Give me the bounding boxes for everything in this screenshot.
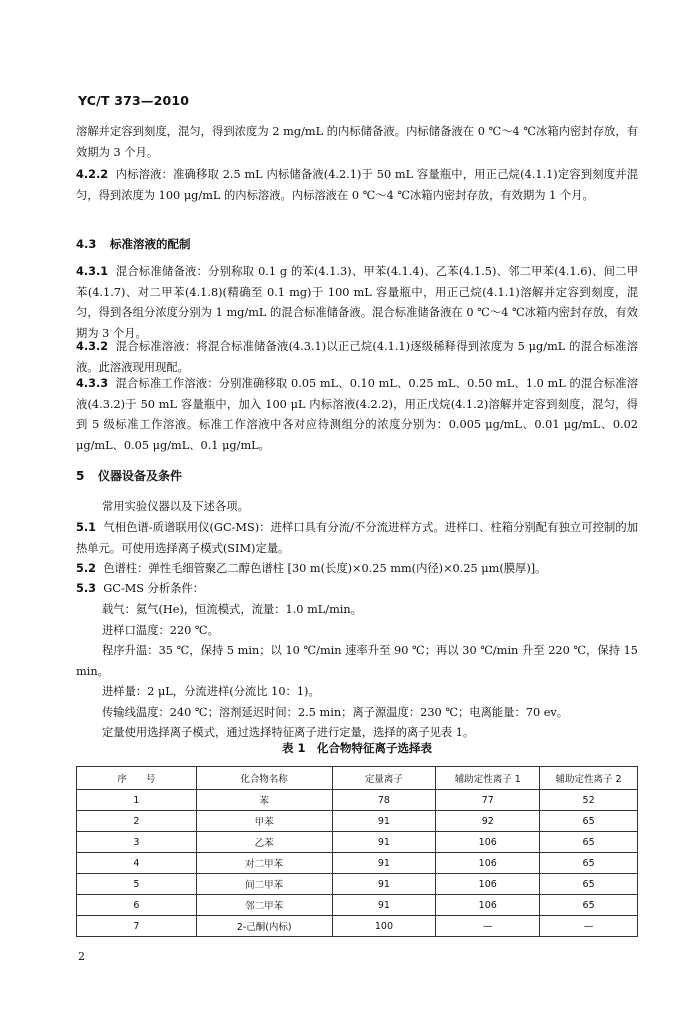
cell-qual-ion-2: 65	[540, 832, 638, 853]
cell-compound: 乙苯	[196, 832, 332, 853]
clause-text: 混合标准工作溶液：分别准确移取 0.05 mL、0.10 mL、0.25 mL、0.50 mL、1.0 mL 的混合标准溶液(4.3.2)于 50 mL 容量瓶中，加入 100 μL 内标溶液(4.2.2)，用正戊烷(4.1.2)溶解并定容到刻度，混匀，得到 5 级标准工作溶液。标准工作溶液中各对应待测组分的浓度分别为：0.005 μg/mL、0.01 μg/mL、0.02 μg/mL、0.05 μg/mL、0.1 μg/mL。	[76, 377, 638, 452]
cell-qual-ion-2: 65	[540, 853, 638, 874]
clause-text: GC-MS 分析条件：	[103, 582, 205, 595]
table-row	[77, 853, 638, 874]
cell-compound: 间二甲苯	[196, 874, 332, 895]
cell-qual-ion-2: 65	[540, 811, 638, 832]
section-number: 5	[76, 469, 85, 483]
cell-quant-ion: 91	[332, 895, 436, 916]
clause-number: 4.3.3	[76, 377, 109, 390]
clause-text: 色谱柱：弹性毛细管聚乙二醇色谱柱 [30 m(长度)×0.25 mm(内径)×0.25 μm(膜厚)]。	[103, 562, 547, 575]
table-row	[77, 874, 638, 895]
cell-qual-ion-1: —	[436, 916, 540, 937]
clause-5-2	[76, 559, 638, 580]
cell-qual-ion-2: 65	[540, 874, 638, 895]
section-number: 4.3	[76, 237, 97, 251]
clause-number: 5.3	[76, 582, 97, 595]
cell-quant-ion: 91	[332, 832, 436, 853]
cell-index: 5	[77, 874, 197, 895]
header-index: 序 号	[77, 767, 197, 790]
cell-compound: 对二甲苯	[196, 853, 332, 874]
clause-number: 5.2	[76, 562, 97, 575]
table-row	[77, 895, 638, 916]
table-title: 表 1 化合物特征离子选择表	[281, 741, 432, 755]
clause-4-2-2	[76, 165, 638, 206]
gc-ms-conditions	[76, 600, 638, 744]
cell-compound: 甲苯	[196, 811, 332, 832]
cell-qual-ion-1: 106	[436, 895, 540, 916]
clause-number: 5.1	[76, 521, 97, 534]
clause-text: 混合标准溶液：将混合标准储备液(4.3.1)以正己烷(4.1.1)逐级稀释得到浓度为 5 μg/mL 的混合标准溶液。此溶液现用现配。	[76, 340, 638, 374]
section-4-3-heading	[76, 236, 191, 252]
condition-quantitation: 定量使用选择离子模式，通过选择特征离子进行定量，选择的离子见表 1。	[102, 726, 475, 739]
clause-4-3-1	[76, 262, 638, 344]
clause-4-3-2	[76, 337, 638, 378]
cell-qual-ion-1: 92	[436, 811, 540, 832]
clause-number: 4.3.1	[76, 265, 109, 278]
clause-number: 4.2.2	[76, 168, 109, 181]
table-row	[77, 790, 638, 811]
paragraph-4-2-1-continued	[76, 122, 638, 163]
table-header-row	[77, 767, 638, 790]
section-title: 仪器设备及条件	[98, 469, 183, 483]
clause-text: 气相色谱-质谱联用仪(GC-MS)：进样口具有分流/不分流进样方式。进样口、柱箱分别配有独立可控制的加热单元。可使用选择离子模式(SIM)定量。	[76, 521, 639, 555]
condition-carrier-gas: 载气：氦气(He)，恒流模式，流量：1.0 mL/min。	[102, 603, 362, 616]
cell-quant-ion: 100	[332, 916, 436, 937]
header-qual-ion-2: 辅助定性离子 2	[540, 767, 638, 790]
table-row	[77, 811, 638, 832]
cell-index: 7	[77, 916, 197, 937]
condition-injection: 进样量：2 μL，分流进样(分流比 10：1)。	[102, 685, 320, 698]
cell-quant-ion: 78	[332, 790, 436, 811]
cell-index: 3	[77, 832, 197, 853]
clause-4-3-3	[76, 374, 638, 456]
header-compound: 化合物名称	[196, 767, 332, 790]
cell-qual-ion-1: 106	[436, 874, 540, 895]
clause-number: 4.3.2	[76, 340, 109, 353]
cell-qual-ion-2: —	[540, 916, 638, 937]
cell-compound: 邻二甲苯	[196, 895, 332, 916]
condition-transfer-line: 传输线温度：240 ℃；溶剂延迟时间：2.5 min；离子源温度：230 ℃；电离能量：70 ev。	[102, 705, 569, 719]
cell-compound: 苯	[196, 790, 332, 811]
cell-qual-ion-1: 106	[436, 832, 540, 853]
header-quant-ion: 定量离子	[332, 767, 436, 790]
cell-quant-ion: 91	[332, 853, 436, 874]
cell-index: 4	[77, 853, 197, 874]
cell-qual-ion-1: 77	[436, 790, 540, 811]
condition-inlet-temp: 进样口温度：220 ℃。	[102, 623, 219, 637]
clause-text: 内标溶液：准确移取 2.5 mL 内标储备液(4.2.1)于 50 mL 容量瓶中，用正己烷(4.1.1)定容到刻度并混匀，得到浓度为 100 μg/mL 的内标溶液。内标溶液在 0 ℃～4 ℃冰箱内密封存放，有效期为 1 个月。	[76, 168, 639, 202]
table-row	[77, 832, 638, 853]
section-title: 标准溶液的配制	[110, 237, 191, 251]
standard-code-header: YC/T 373—2010	[78, 93, 190, 108]
cell-quant-ion: 91	[332, 874, 436, 895]
clause-5-3	[76, 579, 638, 600]
cell-index: 2	[77, 811, 197, 832]
paragraph-text: 溶解并定容到刻度，混匀，得到浓度为 2 mg/mL 的内标储备液。内标储备液在 0 ℃～4 ℃冰箱内密封存放，有效期为 3 个月。	[76, 125, 638, 159]
header-qual-ion-1: 辅助定性离子 1	[436, 767, 540, 790]
table-row	[77, 916, 638, 937]
clause-5-1	[76, 518, 638, 559]
cell-index: 1	[77, 790, 197, 811]
cell-quant-ion: 91	[332, 811, 436, 832]
section-5-intro	[76, 497, 638, 518]
ion-selection-table	[76, 766, 638, 937]
page-number: 2	[78, 950, 85, 963]
intro-text: 常用实验仪器以及下述各项。	[102, 500, 249, 513]
section-5-heading	[76, 467, 182, 484]
cell-qual-ion-2: 65	[540, 895, 638, 916]
condition-temp-program: 程序升温：35 ℃，保持 5 min；以 10 ℃/min 速率升至 90 ℃；再以 30 ℃/min 升至 220 ℃，保持 15 min。	[76, 644, 638, 678]
cell-qual-ion-2: 52	[540, 790, 638, 811]
cell-qual-ion-1: 106	[436, 853, 540, 874]
clause-text: 混合标准储备液：分别称取 0.1 g 的苯(4.1.3)、甲苯(4.1.4)、乙苯(4.1.5)、邻二甲苯(4.1.6)、间二甲苯(4.1.7)、对二甲苯(4.1.8)(精确至 0.1 mg)于 100 mL 容量瓶中，用正己烷(4.1.1)溶解并定容到刻度，混匀，得到各组分浓度分别为 1 mg/mL 的混合标准储备液。混合标准储备液在 0 ℃～4 ℃冰箱内密封存放，有效期为 3 个月。	[76, 265, 638, 340]
cell-index: 6	[77, 895, 197, 916]
cell-compound: 2-己酮(内标)	[196, 916, 332, 937]
